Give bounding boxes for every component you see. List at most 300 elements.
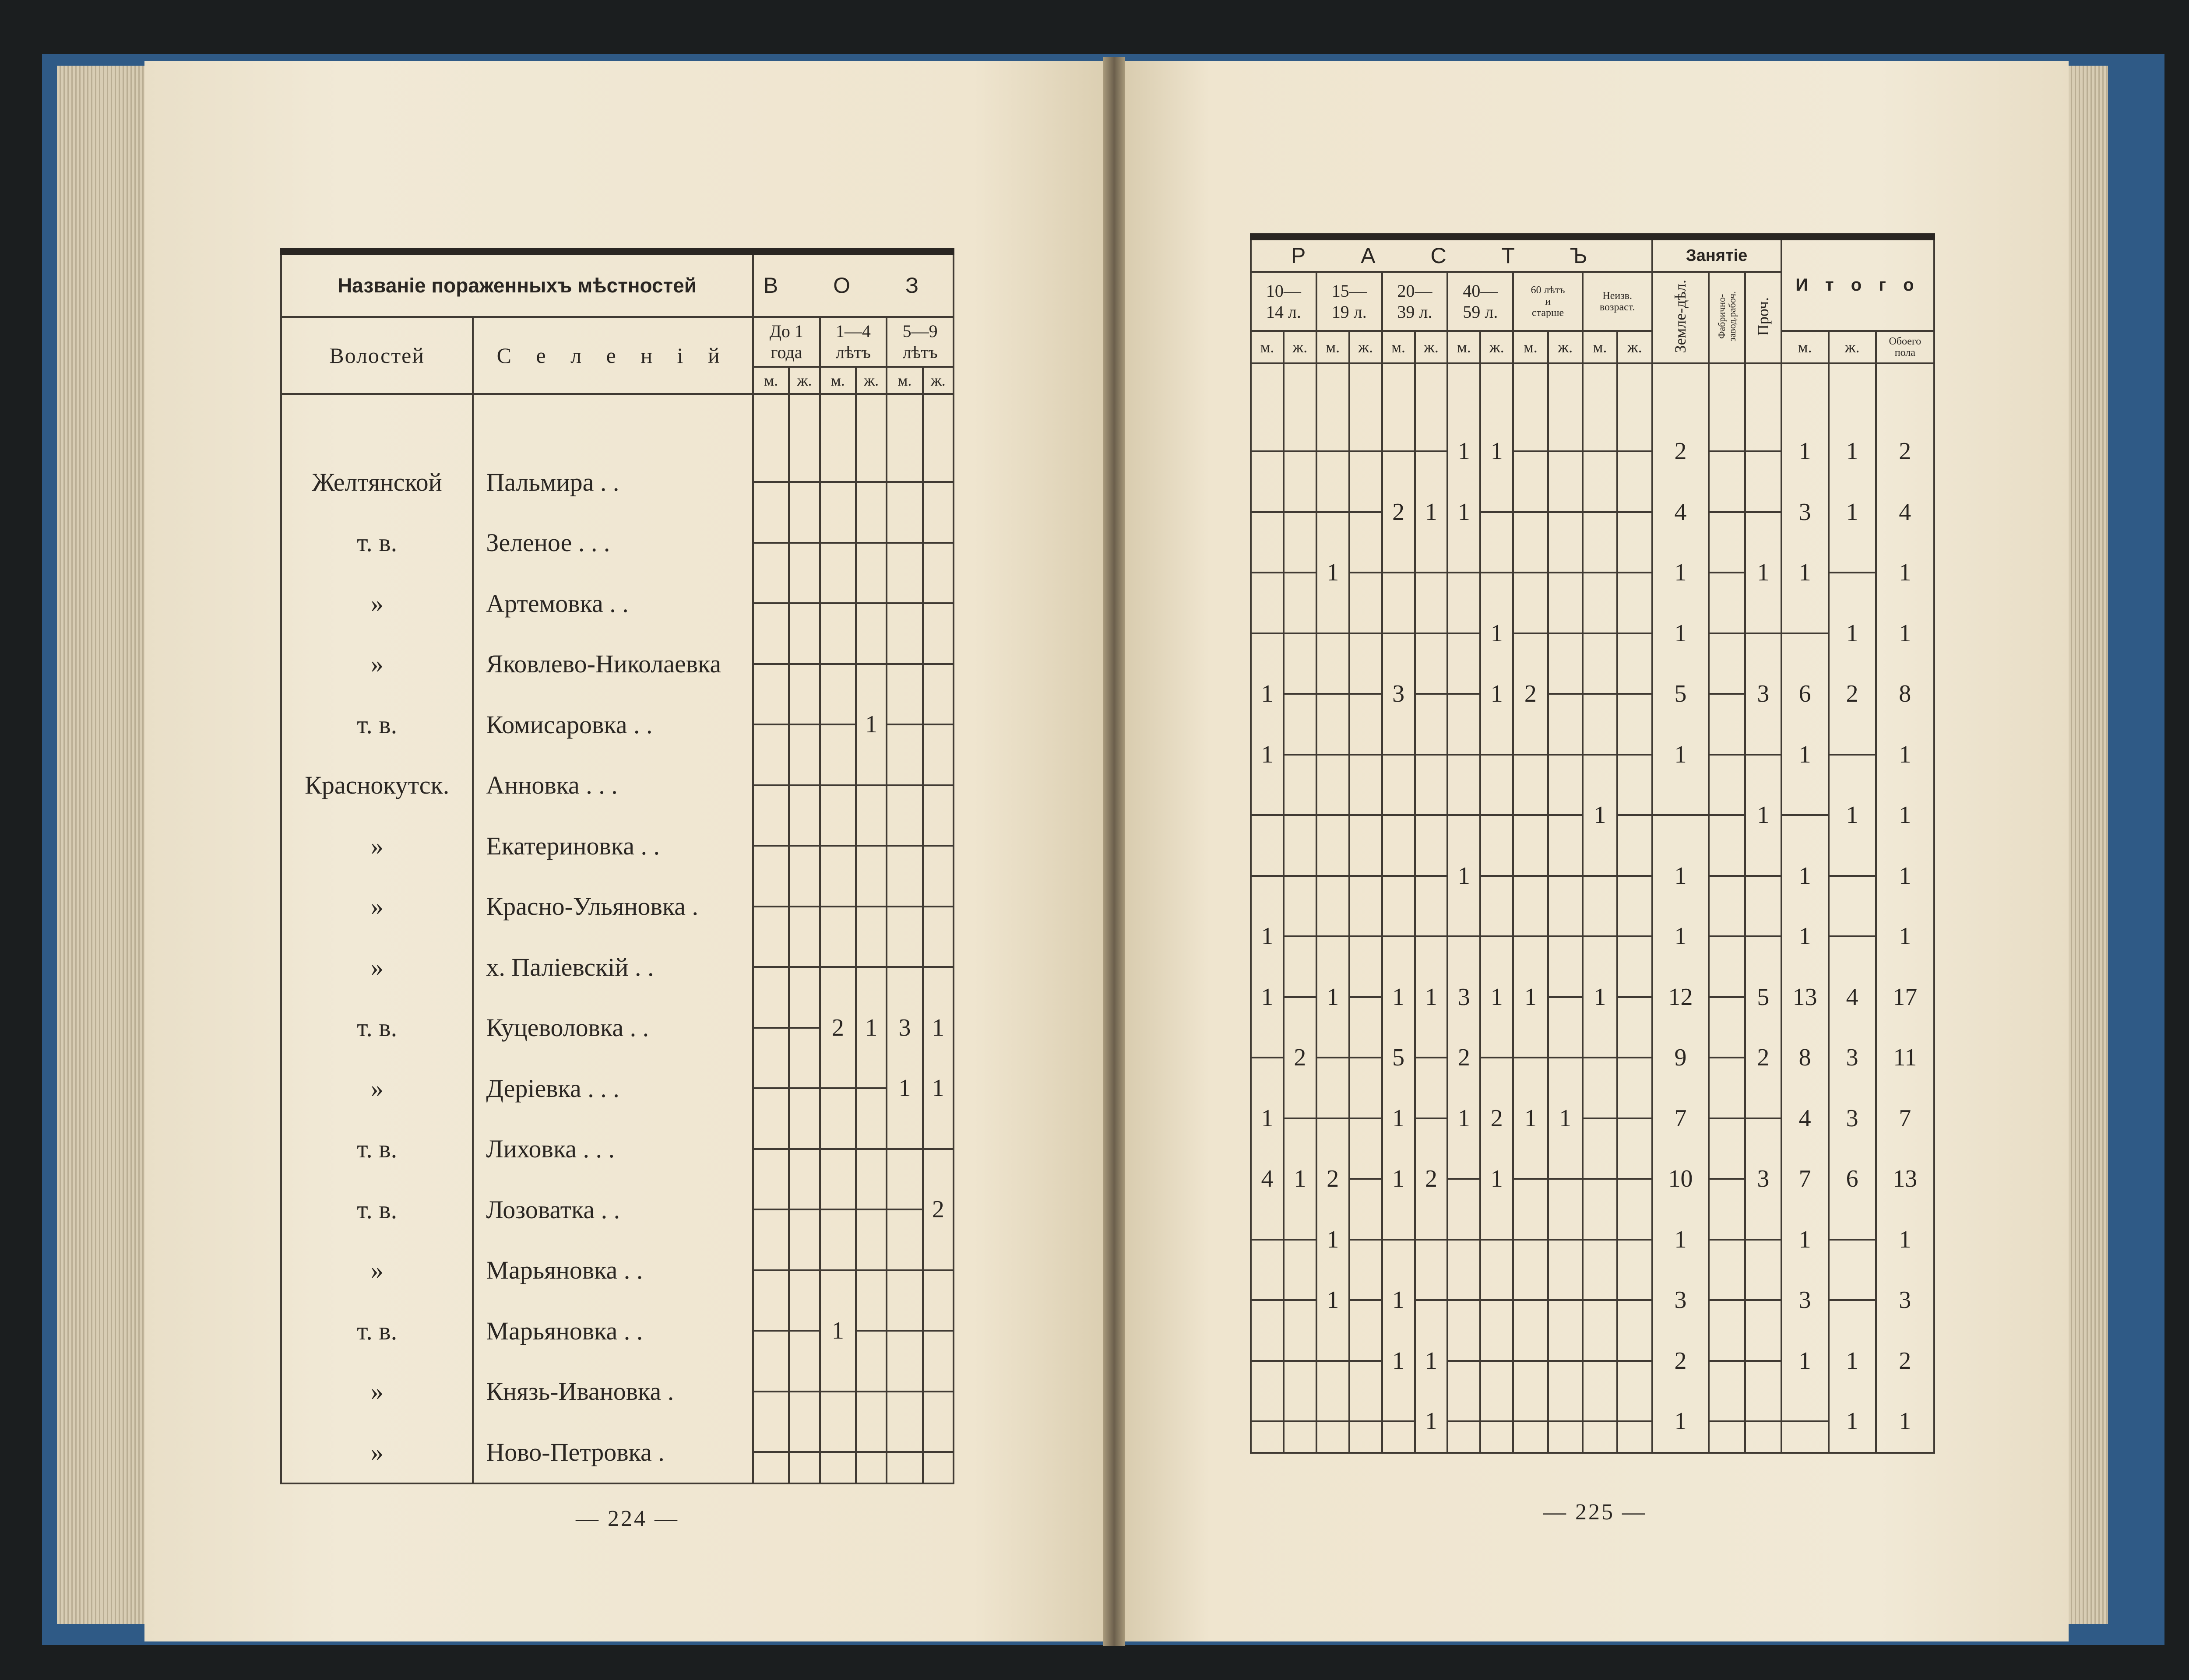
count-cell: 3 (1382, 664, 1415, 724)
table-row (281, 573, 954, 634)
count-cell: 12 (1652, 967, 1709, 1028)
empty-dash-cell (820, 1119, 856, 1180)
empty-dash-cell (753, 1422, 789, 1483)
table-row (1251, 542, 1934, 603)
empty-dash-cell (1617, 1331, 1652, 1392)
count-cell: 1 (1251, 724, 1284, 785)
empty-dash-cell (1316, 603, 1349, 664)
empty-dash-cell (1709, 1270, 1745, 1331)
female-header: ж. (923, 367, 954, 394)
count-cell: 1 (856, 998, 887, 1058)
count-cell: 1 (1251, 906, 1284, 967)
empty-dash-cell (1349, 785, 1382, 846)
volost-cell: т. в. (281, 694, 473, 755)
count-cell: 3 (1447, 967, 1480, 1028)
village-cell: Екатериновка . . (473, 815, 753, 876)
male-header: м. (1382, 331, 1415, 363)
count-cell: 3 (1745, 1149, 1781, 1209)
total-both-header: Обоего пола (1876, 331, 1934, 363)
empty-dash-cell (753, 573, 789, 634)
empty-dash-cell (1382, 421, 1415, 482)
empty-dash-cell (856, 1058, 887, 1119)
count-cell: 5 (1382, 1027, 1415, 1088)
empty-dash-cell (1513, 785, 1548, 846)
empty-dash-cell (753, 755, 789, 816)
female-header: ж. (1415, 331, 1448, 363)
empty-dash-cell (1583, 1027, 1617, 1088)
empty-dash-cell (789, 694, 820, 755)
count-cell: 1 (1415, 967, 1448, 1028)
empty-dash-cell (820, 694, 856, 755)
count-cell: 1 (1652, 846, 1709, 907)
table-row (1251, 1331, 1934, 1392)
age-5-9-header: 5—9 лѣтъ (887, 317, 954, 367)
empty-dash-cell (1316, 846, 1349, 907)
empty-dash-cell (1548, 603, 1583, 664)
age-40-59-header: 40— 59 л. (1447, 272, 1513, 331)
count-cell: 8 (1876, 664, 1934, 724)
empty-dash-cell (1709, 785, 1745, 846)
empty-dash-cell (820, 1179, 856, 1240)
empty-dash-cell (1284, 603, 1316, 664)
left-table (280, 248, 954, 1484)
empty-dash-cell (1349, 664, 1382, 724)
male-header: м. (753, 367, 789, 394)
empty-dash-cell (820, 755, 856, 816)
empty-dash-cell (789, 1119, 820, 1180)
empty-dash-cell (1349, 1391, 1382, 1453)
village-cell: Ново-Петровка . (473, 1422, 753, 1483)
empty-dash-cell (820, 1361, 856, 1422)
empty-dash-cell (820, 876, 856, 937)
male-header: м. (1251, 331, 1284, 363)
count-cell: 1 (1829, 1331, 1876, 1392)
volost-cell: т. в. (281, 998, 473, 1058)
count-cell: 1 (923, 998, 954, 1058)
empty-dash-cell (1284, 785, 1316, 846)
empty-dash-cell (1480, 724, 1513, 785)
table-row (281, 1058, 954, 1119)
empty-dash-cell (856, 1119, 887, 1180)
empty-dash-cell (1349, 603, 1382, 664)
count-cell: 3 (1876, 1270, 1934, 1331)
empty-dash-cell (1316, 1088, 1349, 1149)
empty-dash-cell (1447, 1391, 1480, 1453)
count-cell: 1 (1781, 421, 1829, 482)
empty-dash-cell (753, 452, 789, 513)
village-cell: х. Паліевскій . . (473, 937, 753, 998)
count-cell: 6 (1829, 1149, 1876, 1209)
right-table (1250, 233, 1935, 1454)
count-cell: 3 (1781, 1270, 1829, 1331)
empty-dash-cell (1548, 1331, 1583, 1392)
female-header: ж. (789, 367, 820, 394)
count-cell: 1 (1415, 1391, 1448, 1453)
female-header: ж. (1284, 331, 1316, 363)
empty-dash-cell (1480, 1391, 1513, 1453)
empty-dash-cell (1513, 482, 1548, 543)
empty-dash-cell (1382, 906, 1415, 967)
volost-cell: » (281, 815, 473, 876)
empty-dash-cell (856, 1300, 887, 1361)
table-row (1251, 1088, 1934, 1149)
count-cell: 4 (1781, 1088, 1829, 1149)
empty-dash-cell (1415, 724, 1448, 785)
volost-cell: » (281, 937, 473, 998)
count-cell: 1 (1480, 664, 1513, 724)
empty-dash-cell (1349, 1331, 1382, 1392)
table-row (1251, 906, 1934, 967)
empty-dash-cell (1583, 1149, 1617, 1209)
empty-dash-cell (753, 513, 789, 573)
empty-dash-cell (856, 1179, 887, 1240)
empty-dash-cell (1316, 1391, 1349, 1453)
empty-dash-cell (1349, 1027, 1382, 1088)
empty-dash-cell (1349, 846, 1382, 907)
count-cell: 1 (1876, 542, 1934, 603)
empty-dash-cell (1316, 906, 1349, 967)
male-header: м. (1583, 331, 1617, 363)
volost-cell: Краснокутск. (281, 755, 473, 816)
count-cell: 2 (1652, 421, 1709, 482)
table-row (281, 998, 954, 1058)
empty-dash-cell (1284, 542, 1316, 603)
count-cell: 7 (1876, 1088, 1934, 1149)
empty-dash-cell (1513, 1149, 1548, 1209)
village-cell: Марьяновка . . (473, 1240, 753, 1301)
volost-cell: » (281, 1361, 473, 1422)
empty-dash-cell (1316, 482, 1349, 543)
empty-dash-cell (1349, 482, 1382, 543)
count-cell: 1 (1781, 542, 1829, 603)
empty-dash-cell (923, 1300, 954, 1361)
volost-header: Волостей (281, 317, 473, 394)
count-cell: 1 (1652, 724, 1709, 785)
empty-dash-cell (1415, 1027, 1448, 1088)
empty-dash-cell (820, 937, 856, 998)
empty-dash-cell (1415, 542, 1448, 603)
empty-dash-cell (1513, 1270, 1548, 1331)
empty-dash-cell (1617, 421, 1652, 482)
right-page-edges (2064, 66, 2108, 1624)
empty-dash-cell (789, 1361, 820, 1422)
empty-dash-cell (1548, 1209, 1583, 1270)
empty-dash-cell (923, 937, 954, 998)
empty-dash-cell (753, 937, 789, 998)
total-male-header: м. (1781, 331, 1829, 363)
empty-dash-cell (1709, 421, 1745, 482)
empty-dash-cell (753, 1058, 789, 1119)
empty-dash-cell (1316, 724, 1349, 785)
empty-dash-cell (923, 1119, 954, 1180)
table-row (281, 634, 954, 695)
empty-dash-cell (753, 1179, 789, 1240)
table-row (1251, 967, 1934, 1028)
empty-dash-cell (1617, 1088, 1652, 1149)
female-header: ж. (1349, 331, 1382, 363)
empty-dash-cell (1251, 1209, 1284, 1270)
empty-dash-cell (1284, 482, 1316, 543)
empty-dash-cell (1480, 1270, 1513, 1331)
empty-dash-cell (789, 998, 820, 1058)
empty-dash-cell (1349, 967, 1382, 1028)
empty-dash-cell (1709, 1391, 1745, 1453)
age-15-19-header: 15— 19 л. (1316, 272, 1382, 331)
count-cell: 1 (1382, 1331, 1415, 1392)
empty-dash-cell (887, 815, 923, 876)
empty-dash-cell (1745, 846, 1781, 907)
count-cell: 2 (1415, 1149, 1448, 1209)
count-cell: 1 (1415, 482, 1448, 543)
empty-dash-cell (923, 815, 954, 876)
female-header: ж. (1548, 331, 1583, 363)
count-cell: 1 (1652, 1391, 1709, 1453)
empty-dash-cell (789, 937, 820, 998)
count-cell: 1 (1829, 785, 1876, 846)
count-cell: 3 (1829, 1027, 1876, 1088)
empty-dash-cell (887, 1361, 923, 1422)
empty-dash-cell (1382, 724, 1415, 785)
empty-dash-cell (1829, 1209, 1876, 1270)
occupation-header: Занятіе (1652, 237, 1781, 272)
empty-dash-cell (1284, 724, 1316, 785)
empty-dash-cell (1548, 482, 1583, 543)
empty-dash-cell (923, 1361, 954, 1422)
count-cell: 1 (1382, 1270, 1415, 1331)
age-header-right: Р А С Т Ъ (1251, 237, 1652, 272)
empty-dash-cell (1513, 1209, 1548, 1270)
empty-dash-cell (1447, 1270, 1480, 1331)
count-cell: 1 (1781, 1331, 1829, 1392)
empty-dash-cell (1447, 785, 1480, 846)
empty-dash-cell (820, 1422, 856, 1483)
empty-dash-cell (856, 1361, 887, 1422)
empty-dash-cell (1284, 1331, 1316, 1392)
count-cell: 1 (1513, 1088, 1548, 1149)
empty-dash-cell (1617, 1391, 1652, 1453)
count-cell: 11 (1876, 1027, 1934, 1088)
empty-dash-cell (1480, 1209, 1513, 1270)
empty-dash-cell (1349, 724, 1382, 785)
table-row (281, 452, 954, 513)
empty-dash-cell (820, 815, 856, 876)
volost-cell: » (281, 1058, 473, 1119)
empty-dash-cell (923, 573, 954, 634)
empty-dash-cell (1548, 967, 1583, 1028)
count-cell: 1 (1415, 1331, 1448, 1392)
volost-cell: т. в. (281, 1179, 473, 1240)
empty-dash-cell (789, 815, 820, 876)
empty-dash-cell (1251, 1391, 1284, 1453)
empty-dash-cell (923, 876, 954, 937)
count-cell: 2 (923, 1179, 954, 1240)
empty-dash-cell (1745, 906, 1781, 967)
count-cell: 1 (1284, 1149, 1316, 1209)
volost-cell: т. в. (281, 513, 473, 573)
empty-dash-cell (1745, 1391, 1781, 1453)
empty-dash-cell (1480, 1027, 1513, 1088)
empty-dash-cell (1617, 1149, 1652, 1209)
count-cell: 1 (887, 1058, 923, 1119)
count-cell: 1 (1876, 1391, 1934, 1453)
page-number-left: — 224 — (576, 1506, 679, 1531)
empty-dash-cell (923, 452, 954, 513)
empty-dash-cell (1251, 1027, 1284, 1088)
count-cell: 3 (887, 998, 923, 1058)
count-cell: 1 (1382, 967, 1415, 1028)
empty-dash-cell (1415, 1088, 1448, 1149)
empty-dash-cell (1415, 846, 1448, 907)
count-cell: 1 (1316, 542, 1349, 603)
empty-dash-cell (753, 815, 789, 876)
count-cell: 1 (820, 1300, 856, 1361)
village-cell: Лиховка . . . (473, 1119, 753, 1180)
empty-dash-cell (1251, 785, 1284, 846)
occ-agri-header: Земле-дѣл. (1652, 272, 1709, 363)
count-cell: 2 (1447, 1027, 1480, 1088)
count-cell: 2 (1876, 421, 1934, 482)
empty-dash-cell (1829, 1270, 1876, 1331)
empty-dash-cell (1415, 1270, 1448, 1331)
village-cell: Зеленое . . . (473, 513, 753, 573)
empty-dash-cell (789, 634, 820, 695)
empty-dash-cell (1480, 906, 1513, 967)
empty-dash-cell (1617, 906, 1652, 967)
empty-dash-cell (1745, 603, 1781, 664)
empty-dash-cell (1415, 603, 1448, 664)
empty-dash-cell (923, 513, 954, 573)
empty-dash-cell (856, 876, 887, 937)
empty-dash-cell (1316, 664, 1349, 724)
empty-dash-cell (1447, 724, 1480, 785)
empty-dash-cell (1251, 542, 1284, 603)
empty-dash-cell (1709, 482, 1745, 543)
empty-dash-cell (887, 1240, 923, 1301)
empty-dash-cell (1617, 603, 1652, 664)
empty-dash-cell (789, 573, 820, 634)
empty-dash-cell (1251, 603, 1284, 664)
empty-dash-cell (1251, 1270, 1284, 1331)
empty-dash-cell (1349, 1088, 1382, 1149)
empty-dash-cell (1284, 1088, 1316, 1149)
age-header-left: В О З (753, 251, 954, 317)
empty-dash-cell (1583, 1209, 1617, 1270)
empty-dash-cell (887, 452, 923, 513)
empty-dash-cell (1583, 1391, 1617, 1453)
empty-dash-cell (1583, 664, 1617, 724)
empty-dash-cell (1829, 846, 1876, 907)
empty-dash-cell (856, 1422, 887, 1483)
empty-dash-cell (887, 937, 923, 998)
empty-dash-cell (1548, 785, 1583, 846)
empty-dash-cell (753, 634, 789, 695)
count-cell: 1 (1829, 603, 1876, 664)
empty-dash-cell (1709, 846, 1745, 907)
count-cell: 2 (1652, 1331, 1709, 1392)
female-header: ж. (856, 367, 887, 394)
empty-dash-cell (1617, 785, 1652, 846)
empty-dash-cell (887, 755, 923, 816)
empty-dash-cell (1617, 482, 1652, 543)
empty-dash-cell (753, 1300, 789, 1361)
empty-dash-cell (1548, 846, 1583, 907)
table-row (1251, 1209, 1934, 1270)
empty-dash-cell (1617, 1270, 1652, 1331)
count-cell: 1 (1876, 846, 1934, 907)
count-cell: 3 (1652, 1270, 1709, 1331)
empty-dash-cell (1513, 846, 1548, 907)
empty-dash-cell (1829, 542, 1876, 603)
empty-dash-cell (1316, 421, 1349, 482)
count-cell: 5 (1745, 967, 1781, 1028)
empty-dash-cell (1583, 846, 1617, 907)
count-cell: 1 (1583, 785, 1617, 846)
village-cell: Деріевка . . . (473, 1058, 753, 1119)
count-cell: 1 (1447, 482, 1480, 543)
empty-dash-cell (1382, 846, 1415, 907)
empty-dash-cell (1745, 1331, 1781, 1392)
empty-dash-cell (1447, 1331, 1480, 1392)
age-10-14-header: 10— 14 л. (1251, 272, 1316, 331)
empty-dash-cell (1251, 846, 1284, 907)
count-cell: 2 (1284, 1027, 1316, 1088)
empty-dash-cell (789, 1422, 820, 1483)
table-row (281, 513, 954, 573)
count-cell: 17 (1876, 967, 1934, 1028)
table-row (1251, 664, 1934, 724)
empty-dash-cell (1617, 664, 1652, 724)
count-cell: 3 (1745, 664, 1781, 724)
empty-dash-cell (1447, 906, 1480, 967)
count-cell: 1 (1480, 421, 1513, 482)
empty-dash-cell (1415, 421, 1448, 482)
empty-dash-cell (887, 1179, 923, 1240)
empty-dash-cell (1316, 1027, 1349, 1088)
table-row (281, 937, 954, 998)
empty-dash-cell (887, 1300, 923, 1361)
empty-dash-cell (923, 694, 954, 755)
empty-dash-cell (856, 513, 887, 573)
count-cell: 4 (1829, 967, 1876, 1028)
empty-dash-cell (1447, 603, 1480, 664)
empty-dash-cell (1349, 421, 1382, 482)
count-cell: 2 (1382, 482, 1415, 543)
empty-dash-cell (1480, 482, 1513, 543)
empty-dash-cell (1415, 906, 1448, 967)
occ-factory-header: Фабрично-завод.рабоч. (1709, 272, 1745, 363)
empty-dash-cell (789, 1300, 820, 1361)
empty-dash-cell (1709, 967, 1745, 1028)
count-cell: 1 (1548, 1088, 1583, 1149)
empty-dash-cell (753, 1119, 789, 1180)
empty-dash-cell (887, 1119, 923, 1180)
count-cell: 1 (1781, 1209, 1829, 1270)
empty-dash-cell (1480, 785, 1513, 846)
empty-dash-cell (1447, 664, 1480, 724)
empty-dash-cell (1548, 1027, 1583, 1088)
age-1-4-header: 1—4 лѣтъ (820, 317, 887, 367)
count-cell: 1 (1829, 1391, 1876, 1453)
empty-dash-cell (1548, 664, 1583, 724)
empty-dash-cell (1382, 785, 1415, 846)
count-cell: 2 (1745, 1027, 1781, 1088)
empty-dash-cell (887, 1422, 923, 1483)
empty-dash-cell (1513, 1391, 1548, 1453)
empty-dash-cell (1652, 785, 1709, 846)
empty-dash-cell (1617, 1027, 1652, 1088)
village-cell: Куцеволовка . . (473, 998, 753, 1058)
empty-dash-cell (1745, 724, 1781, 785)
